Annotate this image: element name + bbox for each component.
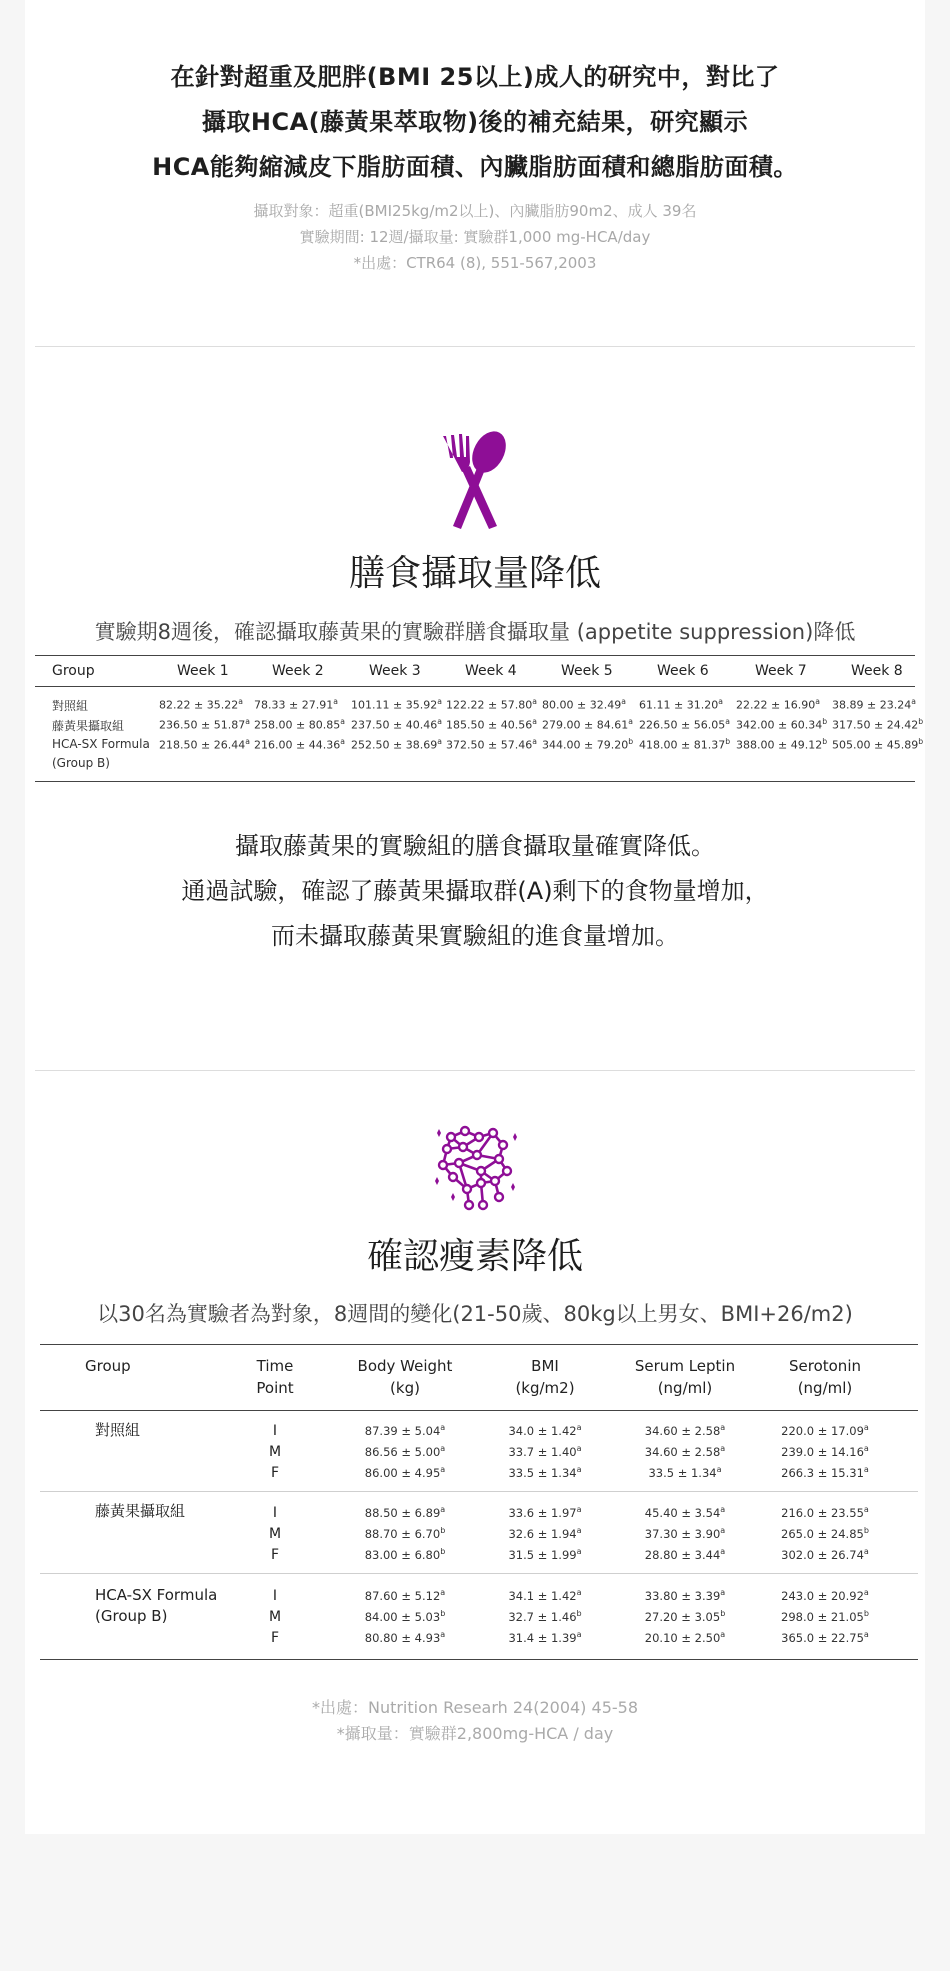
intake-conclusion-1: 攝取藤黃果的實驗組的膳食攝取量確實降低。 (235, 832, 715, 860)
table-cell: 31.4 ± 1.39$^a$ (508, 1630, 582, 1645)
table-header-serum-leptin: Serum Leptin (ng/ml) (634, 1357, 736, 1397)
table-group-garcinia: 藤黃果攝取組 (95, 1502, 186, 1520)
table-cell: 34.60 ± 2.58$^a$ (644, 1423, 726, 1438)
table-cell: 258.00 ± 80.85$^a$ (254, 717, 345, 732)
table-header-week-4: Week 4 (465, 663, 517, 679)
leptin-source: *出處：Nutrition Researh 24(2004) 45-58 (311, 1698, 639, 1717)
table-cell: 32.6 ± 1.94$^a$ (508, 1526, 582, 1541)
table-cell: 122.22 ± 57.80$^a$ (446, 697, 537, 712)
table-cell: 88.70 ± 6.70$^b$ (364, 1526, 446, 1541)
table-header-week-5: Week 5 (561, 663, 613, 679)
table-group-control: 對照組 (95, 1421, 141, 1439)
table-header-week-7: Week 7 (755, 663, 807, 679)
table-cell: 33.6 ± 1.97$^a$ (508, 1505, 582, 1520)
table-cell: 220.0 ± 17.09$^a$ (781, 1423, 869, 1438)
time-point: I (272, 1505, 278, 1521)
table-cell: 34.60 ± 2.58$^a$ (644, 1444, 726, 1459)
table-rule-top (35, 655, 915, 656)
table-cell: 34.0 ± 1.42$^a$ (508, 1423, 582, 1438)
table-cell: 86.00 ± 4.95$^a$ (364, 1465, 446, 1480)
table-cell: 265.0 ± 24.85$^b$ (781, 1526, 869, 1541)
table-group-separator (40, 1491, 918, 1492)
table-cell: 87.39 ± 5.04$^a$ (364, 1423, 446, 1438)
table-row-group-hca-sx: HCA-SX Formula (52, 737, 150, 751)
time-point: M (268, 1526, 282, 1542)
study-period: 實驗期間: 12週/攝取量: 實驗群1,000 mg-HCA/day (299, 228, 651, 246)
table-header-week-2: Week 2 (272, 663, 324, 679)
table-cell: 185.50 ± 40.56$^a$ (446, 717, 537, 732)
table-cell: 22.22 ± 16.90$^a$ (736, 697, 820, 712)
table-cell: 216.00 ± 44.36$^a$ (254, 737, 345, 752)
section-title-leptin: 確認瘦素降低 (366, 1236, 583, 1277)
table-cell: 239.0 ± 14.16$^a$ (781, 1444, 869, 1459)
table-header-bmi: BMI (kg/m2) (515, 1357, 575, 1397)
table-cell: 80.00 ± 32.49$^a$ (542, 697, 626, 712)
time-point: I (272, 1588, 278, 1604)
table-row-group-hca-sx-sub: (Group B) (52, 756, 110, 770)
section-subtitle-intake: 實驗期8週後，確認攝取藤黃果的實驗群膳食攝取量 (appetite suppression)降低 (94, 620, 856, 644)
table-cell: 236.50 ± 51.87$^a$ (159, 717, 250, 732)
section-subtitle-leptin: 以30名為實驗者為對象，8週間的變化(21-50歲、80kg以上男女、BMI+26/m2) (97, 1302, 853, 1326)
table-cell: 218.50 ± 26.44$^a$ (159, 737, 250, 752)
intro-line-2: 攝取HCA(藤黃果萃取物)後的補充結果，研究顯示 (201, 108, 749, 136)
table-cell: 38.89 ± 23.24$^a$ (832, 697, 916, 712)
table-cell: 32.7 ± 1.46$^b$ (508, 1609, 582, 1624)
table-cell: 83.00 ± 6.80$^b$ (364, 1547, 446, 1562)
table-cell: 45.40 ± 3.54$^a$ (644, 1505, 726, 1520)
table-cell: 252.50 ± 38.69$^a$ (351, 737, 442, 752)
intro-line-3: HCA能夠縮減皮下脂肪面積、內臟脂肪面積和總脂肪面積。 (152, 153, 798, 181)
divider-2 (35, 1070, 915, 1071)
table-cell: 34.1 ± 1.42$^a$ (508, 1588, 582, 1603)
table-cell: 28.80 ± 3.44$^a$ (644, 1547, 726, 1562)
table-header-week-3: Week 3 (369, 663, 421, 679)
table-rule-bottom (40, 1659, 918, 1660)
table-cell: 37.30 ± 3.90$^a$ (644, 1526, 726, 1541)
table-cell: 20.10 ± 2.50$^a$ (644, 1630, 726, 1645)
table-cell: 266.3 ± 15.31$^a$ (781, 1465, 869, 1480)
table-row-group-control: 對照組 (52, 699, 89, 713)
study-subjects: 攝取對象：超重(BMI25kg/m2以上)、內臟脂肪90m2、成人 39名 (253, 202, 697, 220)
time-point: M (268, 1444, 282, 1460)
divider-1 (35, 346, 915, 347)
intake-conclusion-2: 通過試驗，確認了藤黃果攝取群(A)剩下的食物量增加， (181, 877, 769, 905)
table-cell: 84.00 ± 5.03$^b$ (364, 1609, 446, 1624)
table-cell: 78.33 ± 27.91$^a$ (254, 697, 338, 712)
intro-line-1: 在針對超重及肥胖(BMI 25以上)成人的研究中，對比了 (170, 63, 780, 91)
table-cell: 298.0 ± 21.05$^b$ (781, 1609, 869, 1624)
table-group-hca-sx: HCA-SX Formula (Group B) (95, 1586, 218, 1625)
table-rule-top (40, 1344, 918, 1345)
table-cell: 372.50 ± 57.46$^a$ (446, 737, 537, 752)
table-header-group: Group (52, 663, 95, 679)
fork-spoon-icon (437, 430, 513, 530)
table-cell: 33.7 ± 1.40$^a$ (508, 1444, 582, 1459)
section-title-intake: 膳食攝取量降低 (348, 553, 601, 594)
table-header-time-point: Time Point (256, 1357, 294, 1397)
table-cell: 279.00 ± 84.61$^a$ (542, 717, 633, 732)
table-cell: 317.50 ± 24.42$^b$ (832, 717, 924, 732)
table-cell: 87.60 ± 5.12$^a$ (364, 1588, 446, 1603)
time-point: F (270, 1547, 280, 1563)
time-point: F (270, 1630, 280, 1646)
content-card (25, 0, 925, 1834)
table-header-group: Group (85, 1357, 131, 1375)
table-cell: 342.00 ± 60.34$^b$ (736, 717, 828, 732)
table-cell: 31.5 ± 1.99$^a$ (508, 1547, 582, 1562)
brain-network-icon (433, 1125, 519, 1211)
table-header-serotonin: Serotonin (ng/ml) (788, 1357, 861, 1397)
table-cell: 418.00 ± 81.37$^b$ (639, 737, 731, 752)
table-cell: 344.00 ± 79.20$^b$ (542, 737, 634, 752)
leptin-dose: *攝取量：實驗群2,800mg-HCA / day (336, 1724, 614, 1743)
table-cell: 86.56 ± 5.00$^a$ (364, 1444, 446, 1459)
table-cell: 33.80 ± 3.39$^a$ (644, 1588, 726, 1603)
table-cell: 388.00 ± 49.12$^b$ (736, 737, 828, 752)
table-cell: 216.0 ± 23.55$^a$ (781, 1505, 869, 1520)
time-point: F (270, 1465, 280, 1481)
table-rule-bottom (35, 781, 915, 782)
table-cell: 101.11 ± 35.92$^a$ (351, 697, 442, 712)
table-group-separator (40, 1573, 918, 1574)
table-cell: 61.11 ± 31.20$^a$ (639, 697, 723, 712)
time-point: I (272, 1423, 278, 1439)
table-rule-header (35, 686, 915, 687)
study-source: *出處：CTR64 (8), 551-567,2003 (353, 254, 597, 272)
table-rule-header (40, 1410, 918, 1411)
table-cell: 505.00 ± 45.89$^b$ (832, 737, 924, 752)
table-header-week-1: Week 1 (177, 663, 229, 679)
table-row-group-garcinia: 藤黃果攝取組 (52, 719, 125, 733)
table-cell: 27.20 ± 3.05$^b$ (644, 1609, 726, 1624)
intake-conclusion-3: 而未攝取藤黃果實驗組的進食量增加。 (271, 922, 679, 950)
table-header-week-8: Week 8 (851, 663, 903, 679)
table-cell: 302.0 ± 26.74$^a$ (781, 1547, 869, 1562)
table-header-week-6: Week 6 (657, 663, 709, 679)
table-cell: 80.80 ± 4.93$^a$ (364, 1630, 446, 1645)
table-cell: 237.50 ± 40.46$^a$ (351, 717, 442, 732)
table-cell: 33.5 ± 1.34$^a$ (648, 1465, 722, 1480)
table-cell: 243.0 ± 20.92$^a$ (781, 1588, 869, 1603)
table-cell: 88.50 ± 6.89$^a$ (364, 1505, 446, 1520)
table-cell: 226.50 ± 56.05$^a$ (639, 717, 730, 732)
table-cell: 33.5 ± 1.34$^a$ (508, 1465, 582, 1480)
table-header-body-weight: Body Weight (kg) (357, 1357, 453, 1397)
table-cell: 365.0 ± 22.75$^a$ (781, 1630, 869, 1645)
table-cell: 82.22 ± 35.22$^a$ (159, 697, 243, 712)
time-point: M (268, 1609, 282, 1625)
